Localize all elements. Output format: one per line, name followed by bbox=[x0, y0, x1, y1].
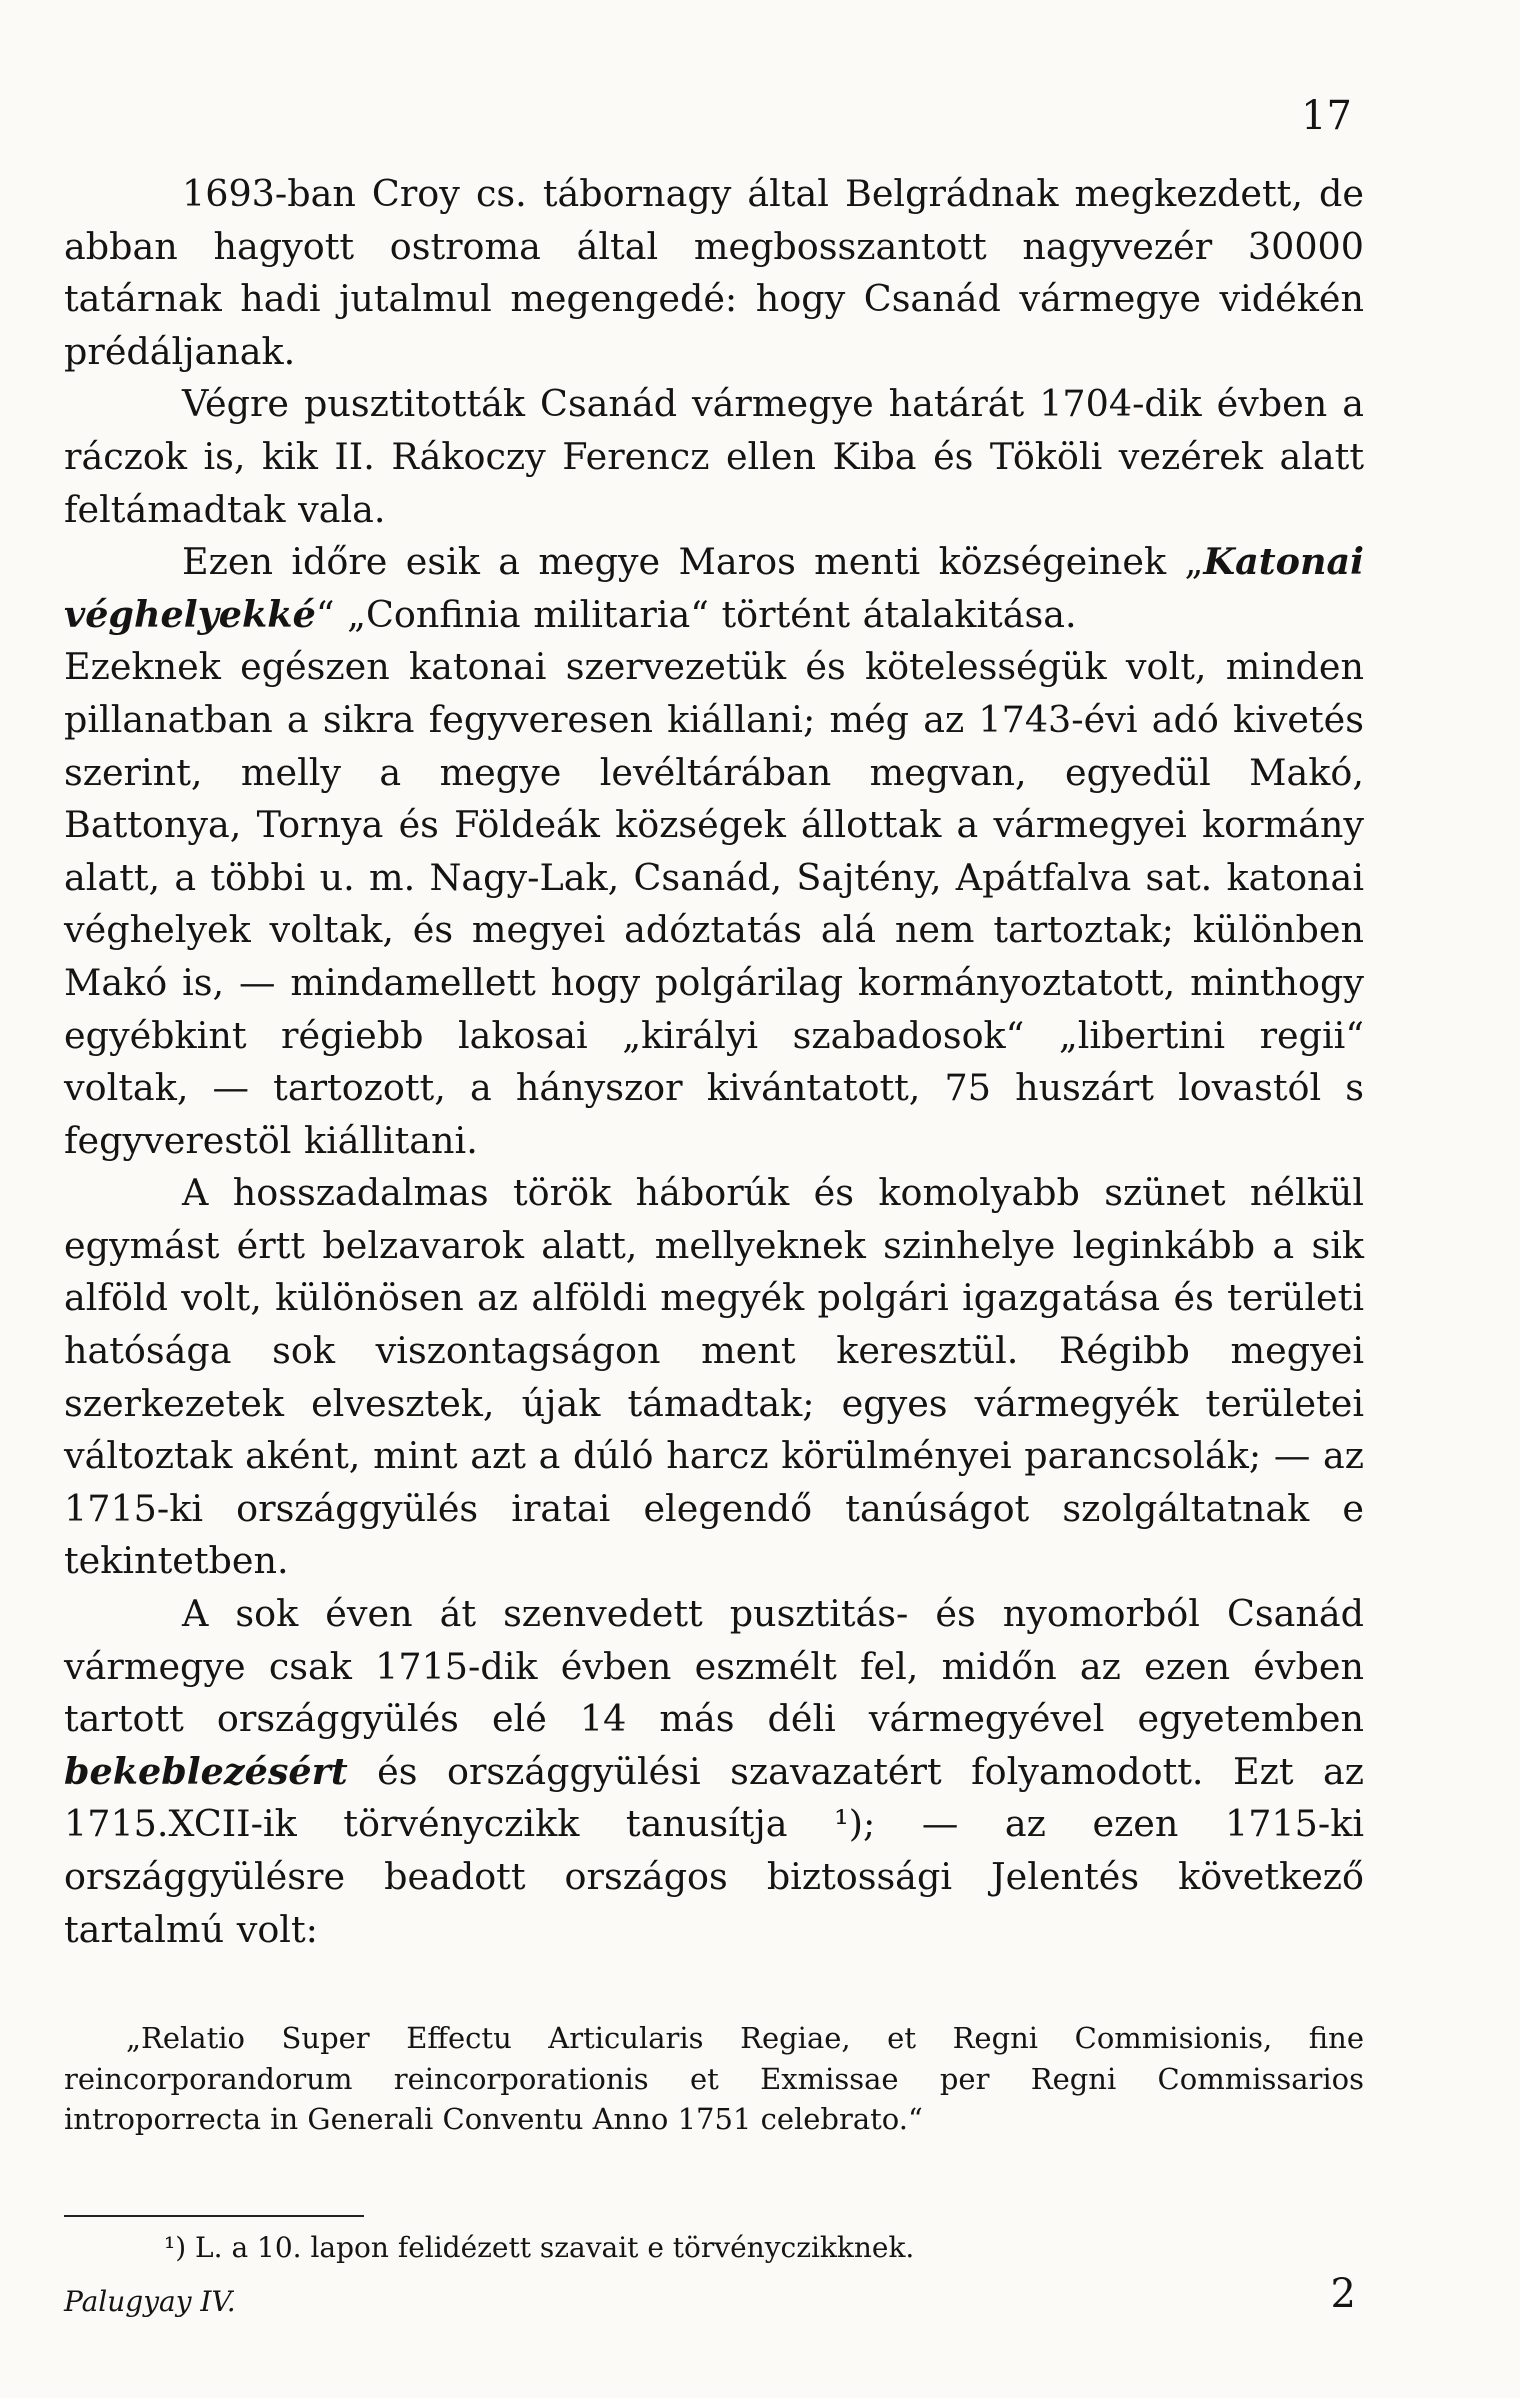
paragraph-4: Ezeknek egészen katonai szervezetük és kötelességük volt, minden pillanatban a sikra fegyveresen kiállani; még az 1743-évi adó kivetés szerint, melly a megye levéltárában megvan, egyedül Makó, Battonya, Tornya és Földeák községek állottak a vármegyei kormány alatt, a többi u. m. Nagy-Lak, Csanád, Sajtény, Apátfalva sat. katonai véghelyek voltak, és megyei adóztatás alá nem tartoztak; különben Makó is, — mindamellett hogy polgárilag kormányoztatott, minthogy egyébkint régiebb lakosai „királyi szabadosok“ „libertini regii“ voltak, — tartozott, a hányszor kivántatott, 75 huszárt lovastól s fegyverestöl kiállitani. bbox=[64, 645, 1364, 1162]
page-number: 17 bbox=[1301, 93, 1352, 139]
emphasis: bekeblezésért bbox=[64, 1749, 348, 1793]
paragraph-5: A hosszadalmas török háborúk és komolyabb szünet nélkül egymást értt belzavarok alatt, mellyeknek szinhelye leginkább a sik alföld volt, különösen az alföldi megyék polgári igazgatása és területi hatósága sok viszontagságon ment keresztül. Régibb megyei szerkezetek elvesztek, újak támadtak; egyes vármegyék területei változtak aként, mint azt a dúló harcz körülményei parancsolák; — az 1715-ki országgyülés iratai elegendő tanúságot szolgáltatnak e tekintetben. bbox=[64, 1171, 1364, 1583]
paragraph-3: Ezen időre esik a megye Maros menti községeinek „Katonai véghelyekké“ „Confinia militaria“ történt átalakitása. bbox=[64, 540, 1364, 636]
sheet-number: 2 bbox=[1330, 2271, 1356, 2317]
signature-mark: Palugyay IV. bbox=[64, 2285, 236, 2318]
latin-quote: „Relatio Super Effectu Articularis Regiae, et Regni Commisionis, fine reincorporandorum reincorporationis et Exmissae per Regni Commissarios introporrecta in Generali Conventu Anno 1751 celebrato.“ bbox=[64, 2021, 1364, 2136]
body-text bbox=[64, 168, 1364, 1956]
paragraph-1: 1693-ban Croy cs. tábornagy által Belgrádnak megkezdett, de abban hagyott ostroma által megbosszantott nagyvezér 30000 tatárnak hadi jutalmul megengedé: hogy Csanád vármegye vidékén prédáljanak. bbox=[64, 172, 1364, 373]
paragraph-2: Végre pusztitották Csanád vármegye határát 1704-dik évben a ráczok is, kik II. Rákoczy Ferencz ellen Kiba és Tököli vezérek alatt feltámadtak vala. bbox=[64, 382, 1364, 531]
paragraph-6: A sok éven át szenvedett pusztitás- és nyomorból Csanád vármegye csak 1715-dik évben eszmélt fel, midőn az ezen évben tartott országgyülés elé 14 más déli vármegyével egyetemben bekeblezésért és országgyülési szavazatért folyamodott. Ezt az 1715.XCII-ik törvényczikk tanusítja ¹); — az ezen 1715-ki országgyülésre beadott országos biztossági Jelentés következő tartalmú volt: bbox=[64, 1592, 1364, 1951]
footnote: ¹) L. a 10. lapon felidézett szavait e törvényczikknek. bbox=[164, 2231, 915, 2264]
footnote-divider bbox=[64, 2215, 364, 2217]
emphasis: Katonai véghelyekké bbox=[64, 540, 1364, 636]
